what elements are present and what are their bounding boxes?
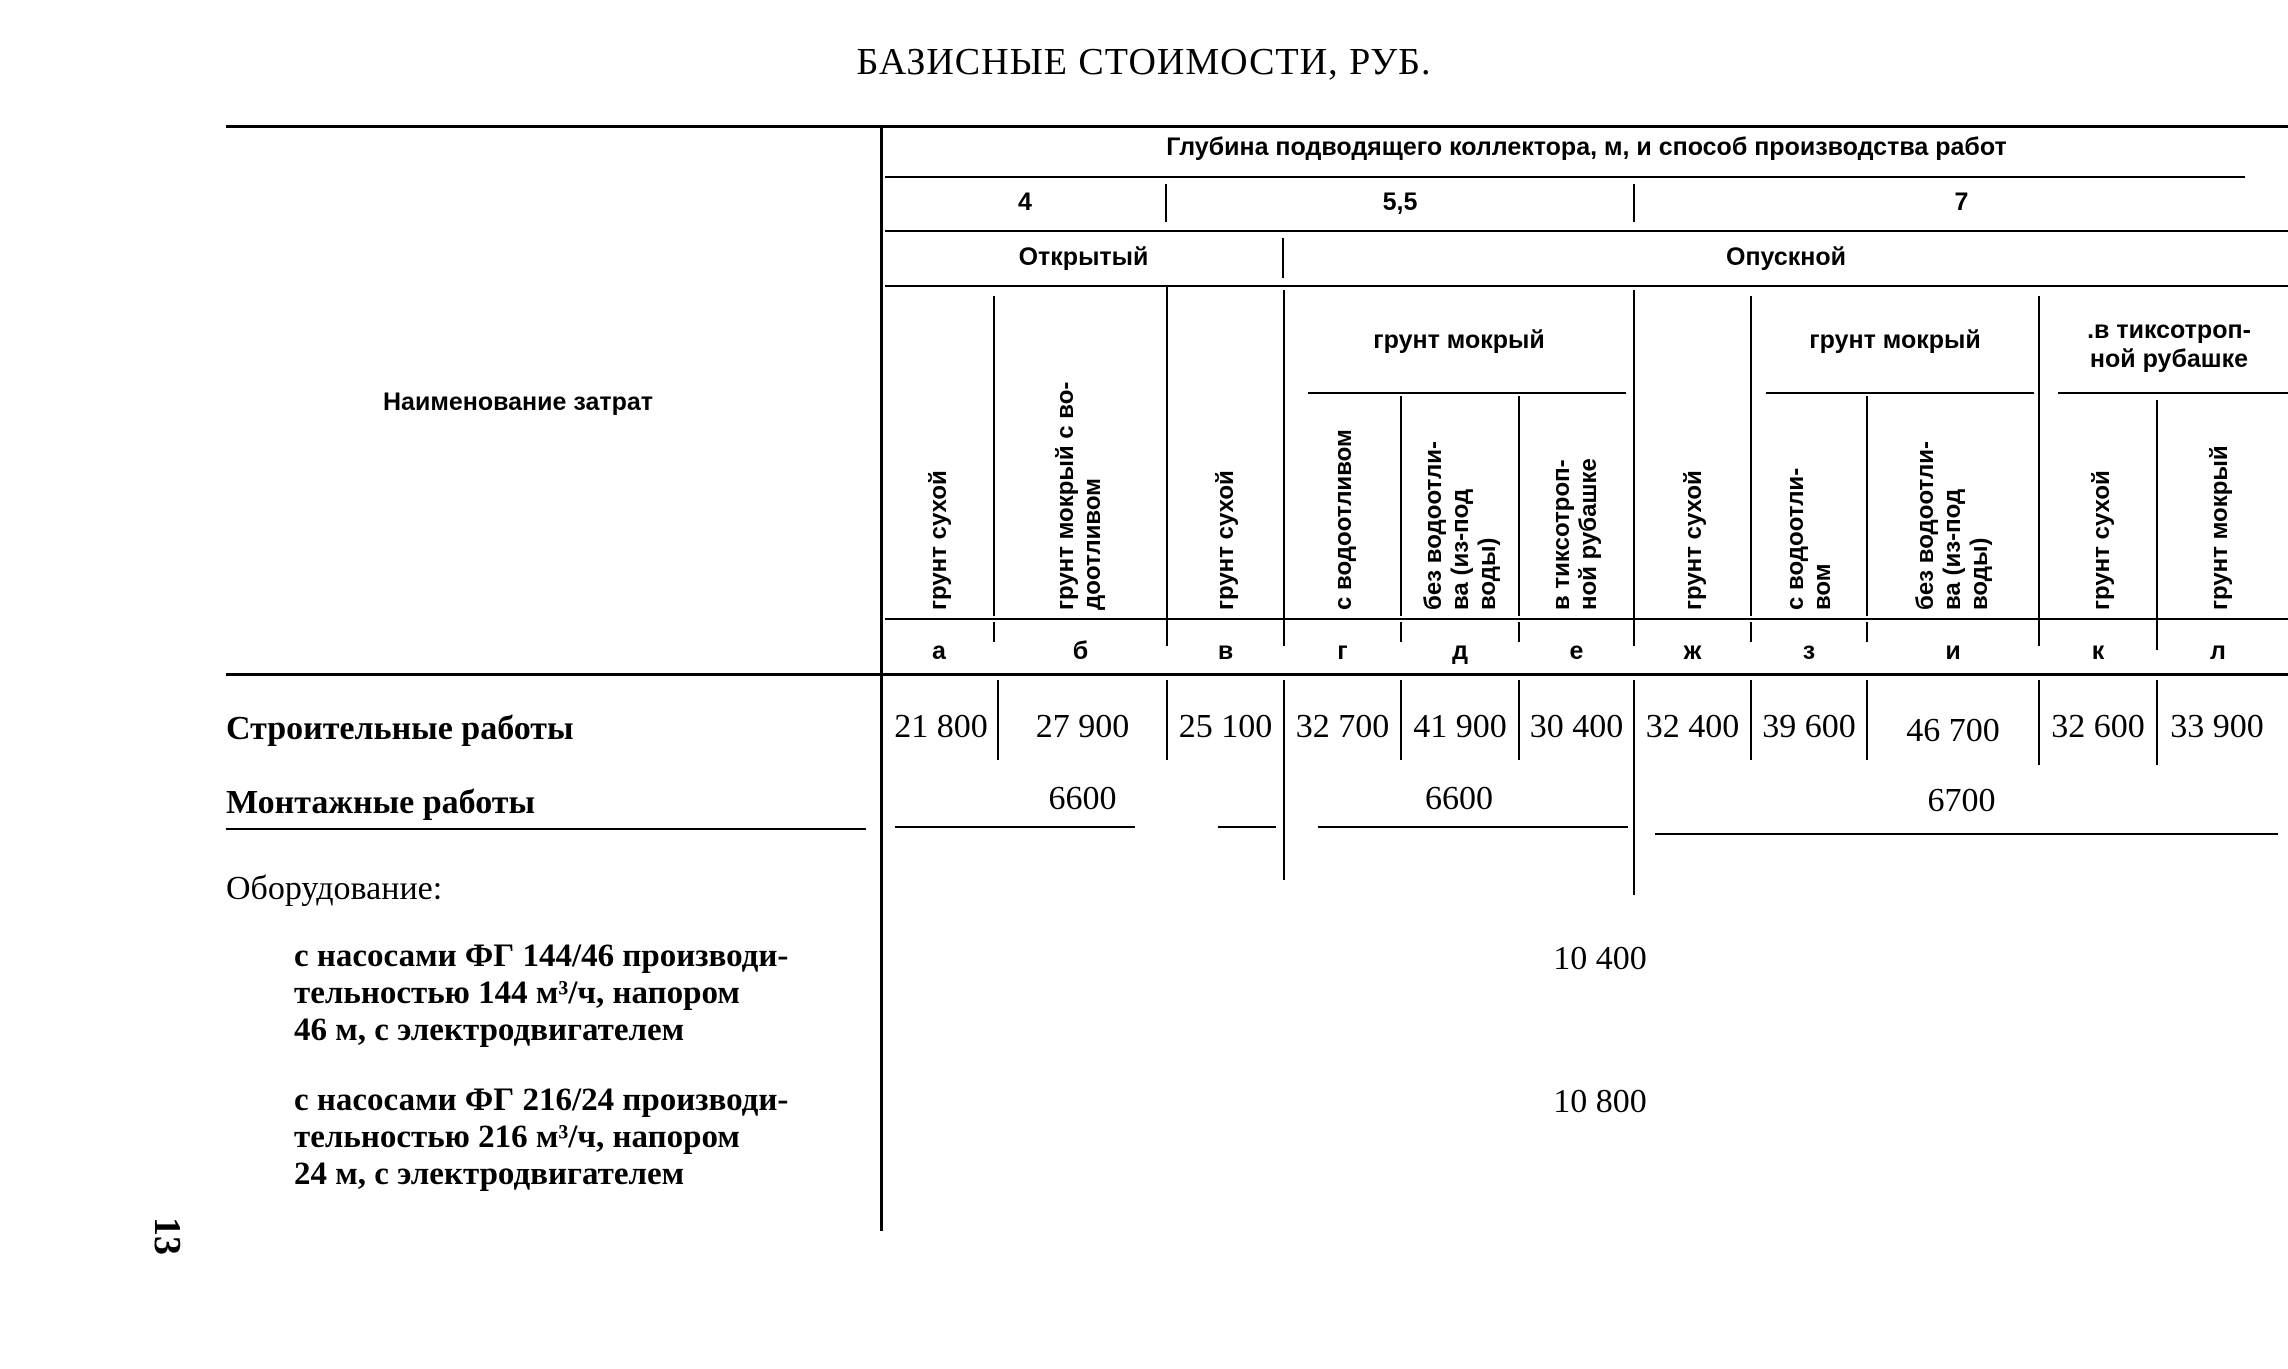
column-letter-k: к — [2091, 637, 2105, 665]
value-b: 27 900 — [1035, 708, 1130, 745]
column-label-l: грунт мокрый — [2206, 445, 2233, 610]
letters-rule — [885, 618, 2288, 620]
installation-rule-4 — [1655, 833, 2278, 835]
col-divider-zi — [1866, 396, 1868, 616]
column-letter-d: д — [1452, 637, 1468, 665]
column-label-zh: грунт сухой — [1680, 470, 1707, 610]
depth-7: 7 — [1954, 188, 1969, 216]
col-divider-ab — [993, 296, 995, 616]
thix-group-label: .в тиксотроп- ной рубашке — [2087, 316, 2251, 373]
column-letter-b: б — [1072, 637, 1089, 665]
installation-rule-3 — [1318, 826, 1628, 828]
column-label-b: грунт мокрый с во- доотливом — [1052, 381, 1106, 610]
installation-value-open: 6600 — [1048, 780, 1117, 817]
row-label-installation: Монтажные работы — [226, 784, 535, 821]
installation-rule-2 — [1218, 826, 1276, 828]
depth-values-rule — [885, 230, 2288, 232]
value-zh: 32 400 — [1645, 708, 1740, 745]
value-z: 39 600 — [1762, 708, 1856, 745]
depth-5-5: 5,5 — [1382, 188, 1418, 216]
col-divider-ik — [2038, 296, 2040, 646]
wet-group-1-rule — [1308, 392, 1626, 394]
name-column-divider — [880, 128, 883, 1231]
column-letter-g: г — [1337, 637, 1348, 665]
column-label-i: без водоотли- ва (из-под воды) — [1912, 441, 1993, 610]
value-v: 25 100 — [1178, 708, 1273, 745]
equipment-item-1-value: 10 400 — [1553, 940, 1647, 977]
wet-group-1-label: грунт мокрый — [1373, 326, 1545, 354]
wet-group-2-label: грунт мокрый — [1809, 326, 1981, 354]
value-i: 46 700 — [1906, 712, 2000, 749]
col-divider-gd — [1400, 396, 1402, 616]
column-letter-v: в — [1217, 637, 1234, 665]
column-label-g: с водоотливом — [1330, 429, 1357, 610]
value-g: 32 700 — [1295, 708, 1390, 745]
column-letter-z: з — [1802, 637, 1816, 665]
equipment-item-2-text: с насосами ФГ 216/24 производи- тельностью 216 м³/ч, напором 24 м, с электродвигателем — [294, 1082, 789, 1192]
column-letter-l: л — [2210, 637, 2226, 665]
method-rule — [885, 285, 2288, 287]
value-l: 33 900 — [2170, 708, 2264, 745]
equipment-item-1-text: с насосами ФГ 144/46 производи- тельностью 144 м³/ч, напором 46 м, с электродвигателем — [294, 938, 789, 1048]
header-bottom-rule — [226, 673, 2288, 676]
column-label-v: грунт сухой — [1212, 470, 1239, 610]
page-number: 13 — [146, 1217, 188, 1255]
page-title: БАЗИСНЫЕ СТОИМОСТИ, РУБ. — [856, 41, 1432, 83]
wet-group-2-rule — [1766, 392, 2034, 394]
table-top-rule — [226, 125, 2288, 128]
method-sinking: Опускной — [1726, 243, 1846, 271]
column-label-d: без водоотли- ва (из-под воды) — [1420, 441, 1501, 610]
installation-value-5-5: 6600 — [1425, 780, 1493, 817]
value-a: 21 800 — [894, 708, 988, 745]
col-divider-kl — [2156, 400, 2158, 650]
col-divider-de — [1518, 396, 1520, 616]
row-label-construction: Строительные работы — [226, 710, 574, 747]
equipment-item-2-value: 10 800 — [1553, 1083, 1647, 1120]
column-letter-i: и — [1945, 637, 1961, 665]
thix-group-rule — [2058, 392, 2288, 394]
column-letter-e: е — [1569, 637, 1584, 665]
installation-value-7: 6700 — [1927, 782, 1996, 819]
method-open: Открытый — [1018, 243, 1149, 271]
column-letter-a: а — [932, 637, 946, 665]
value-d: 41 900 — [1413, 708, 1507, 745]
column-label-a: грунт сухой — [925, 470, 952, 610]
column-letter-zh: ж — [1683, 637, 1702, 665]
name-column-header: Наименование затрат — [383, 388, 654, 416]
installation-rule-label — [226, 828, 866, 830]
column-label-z: с водоотли- вом — [1782, 467, 1836, 610]
depth-header: Глубина подводящего коллектора, м, и способ производства работ — [1166, 133, 2007, 161]
col-divider-ezh — [1633, 290, 1635, 646]
column-label-k: грунт сухой — [2088, 470, 2115, 610]
column-label-e: в тиксотроп- ной рубашке — [1548, 458, 1602, 610]
installation-rule-1 — [895, 826, 1135, 828]
depth-header-rule — [885, 176, 2245, 178]
row-label-equipment: Оборудование: — [226, 870, 443, 907]
depth-4: 4 — [1018, 188, 1032, 216]
value-e: 30 400 — [1529, 708, 1624, 745]
value-k: 32 600 — [2051, 708, 2145, 745]
col-divider-bv — [1166, 286, 1168, 646]
